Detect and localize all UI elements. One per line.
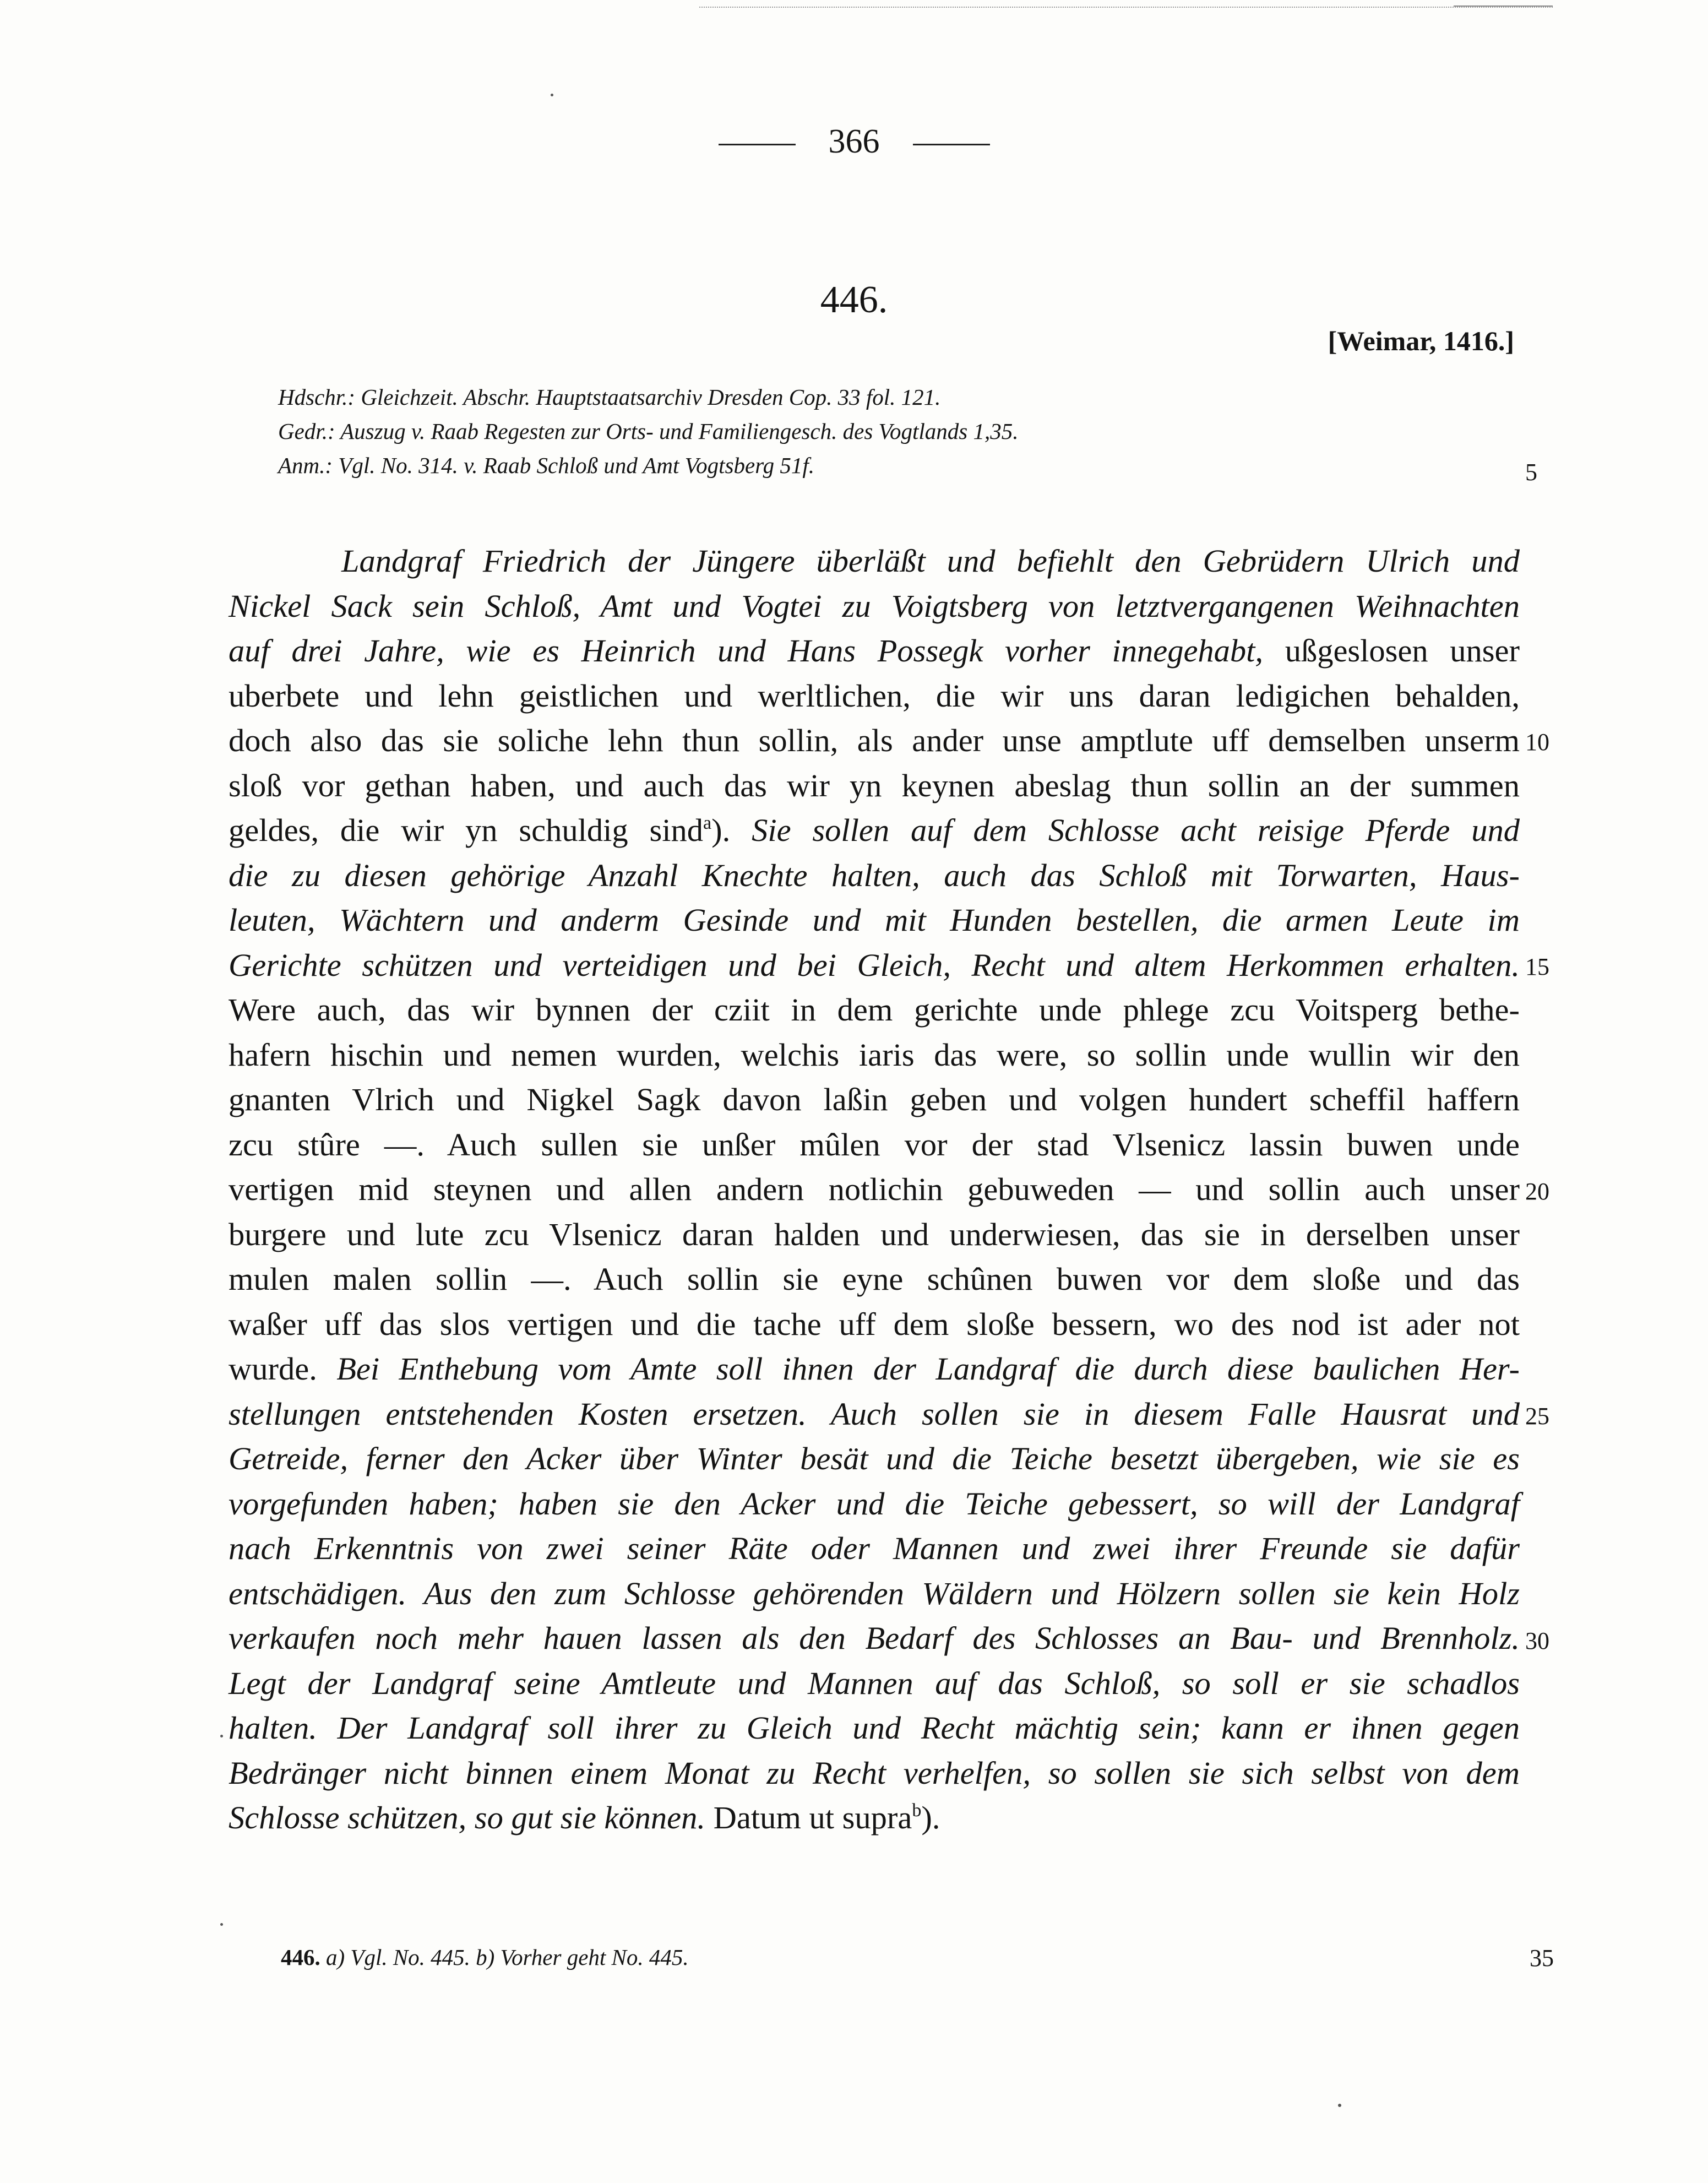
line-number-15: 15 — [1525, 953, 1549, 980]
footnote-text: a) Vgl. No. 445. b) Vorher geht No. 445. — [320, 1945, 689, 1970]
scan-speck — [1338, 2104, 1341, 2107]
body-line: Gerichte schützen und verteidigen und bei Gleich, Recht und altem Herkommen erhalten. — [229, 947, 1520, 983]
page-header — [0, 122, 1708, 161]
body-line: Bedränger nicht binnen einem Monat zu Recht verhelfen, so sollen sie sich selbst von dem — [229, 1755, 1520, 1791]
body-roman-span: ußgeslosen unser — [1263, 633, 1520, 669]
body-line: stellungen entstehenden Kosten ersetzen. Auch sollen sie in diesem Falle Hausrat und — [229, 1395, 1520, 1432]
scan-speck — [220, 1735, 223, 1737]
line-number-35: 35 — [1530, 1945, 1554, 1972]
document-body — [229, 539, 1520, 1840]
body-roman-span: ). — [711, 812, 752, 848]
body-roman-span: wurde. — [229, 1351, 337, 1387]
line-number-5: 5 — [1525, 459, 1537, 486]
line-number-25: 25 — [1525, 1403, 1549, 1430]
body-line: waßer uff das slos vertigen und die tache uff dem sloße bessern, wo des nod ist ader not — [229, 1306, 1520, 1342]
body-line: verkaufen noch mehr hauen lassen als den Bedarf des Schlosses an Bau- und Brennholz. — [229, 1620, 1520, 1656]
scan-speck — [551, 94, 553, 96]
body-line: Getreide, ferner den Acker über Winter besät und die Teiche besetzt übergeben, wie sie es — [229, 1441, 1520, 1476]
body-italic-span: Sie sollen auf dem Schlosse acht reisige Pferde und — [752, 812, 1520, 848]
header-dash-right — [913, 144, 990, 145]
body-line: halten. Der Landgraf soll ihrer zu Gleich und Recht mächtig sein; kann er ihnen gegen — [229, 1710, 1520, 1746]
line-number-10: 10 — [1525, 729, 1549, 756]
scan-edge-rule-right — [1454, 6, 1553, 7]
body-line: gnanten Vlrich und Nigkel Sagk davon laßin geben und volgen hundert scheffil haffern — [229, 1082, 1520, 1117]
body-line: vertigen mid steynen und allen andern notlichin gebuweden — und sollin auch unser — [229, 1171, 1520, 1207]
body-roman-span: ). — [921, 1800, 940, 1836]
body-line: Landgraf Friedrich der Jüngere überläßt und befiehlt den Gebrüdern Ulrich und — [341, 543, 1520, 579]
body-line: nach Erkenntnis von zwei seiner Räte oder Mannen und zwei ihrer Freunde sie dafür — [229, 1530, 1520, 1566]
line-number-20: 20 — [1525, 1178, 1549, 1205]
source-notes — [278, 380, 1544, 482]
body-line — [229, 628, 1520, 674]
footnote-marker-b: b — [912, 1800, 922, 1821]
body-line: vorgefunden haben; haben sie den Acker und die Teiche gebessert, so will der Landgraf — [229, 1485, 1520, 1522]
body-line: burgere und lute zcu Vlsenicz daran halden und underwiesen, das sie in derselben unser — [229, 1216, 1520, 1252]
body-line — [229, 1346, 1520, 1392]
body-roman-span: geldes, die wir yn schuldig sind — [229, 812, 704, 848]
body-italic-span: auf drei Jahre, wie es Heinrich und Hans Possegk vorher innegehabt, — [229, 633, 1264, 669]
body-line: entschädigen. Aus den zum Schlosse gehörenden Wäldern und Hölzern sollen sie kein Holz — [229, 1575, 1520, 1611]
place-date: [Weimar, 1416.] — [1328, 325, 1514, 356]
source-line-printed: Gedr.: Auszug v. Raab Regesten zur Orts- und Familiengesch. des Vogtlands 1,35. — [278, 419, 1019, 444]
body-line: Legt der Landgraf seine Amtleute und Mannen auf das Schloß, so soll er sie schadlos — [229, 1665, 1520, 1701]
scan-speck — [220, 1923, 223, 1926]
document-number: 446. — [820, 279, 888, 321]
scan-edge-rule — [699, 7, 1553, 8]
body-line: leuten, Wächtern und anderm Gesinde und mit Hunden bestellen, die armen Leute im — [229, 902, 1520, 938]
body-line — [229, 808, 1520, 853]
page-number: 366 — [828, 123, 880, 160]
body-italic-span: Bei Enthebung vom Amte soll ihnen der Landgraf die durch diese baulichen Her- — [336, 1351, 1520, 1387]
body-line: zcu stûre —. Auch sullen sie unßer mûlen vor der stad Vlsenicz lassin buwen unde — [229, 1126, 1520, 1163]
source-line-manuscript: Hdschr.: Gleichzeit. Abschr. Hauptstaatsarchiv Dresden Cop. 33 fol. 121. — [278, 384, 941, 410]
body-italic-span: Schlosse schützen, so gut sie können. — [229, 1800, 705, 1836]
footnote — [281, 1944, 689, 1970]
body-line: hafern hischin und nemen wurden, welchis iaris das were, so sollin unde wullin wir den — [229, 1036, 1520, 1073]
body-line: Nickel Sack sein Schloß, Amt und Vogtei zu Voigtsberg von letztvergangenen Weihnachten — [229, 588, 1520, 624]
body-line: doch also das sie soliche lehn thun sollin, als ander unse amptlute uff demselben unserm — [229, 723, 1520, 758]
body-roman-span: Datum ut supra — [705, 1800, 912, 1836]
body-line: die zu diesen gehörige Anzahl Knechte halten, auch das Schloß mit Torwarten, Haus- — [229, 857, 1520, 893]
source-line-note: Anm.: Vgl. No. 314. v. Raab Schloß und Amt Vogtsberg 51f. — [278, 453, 815, 478]
body-line: mulen malen sollin —. Auch sollin sie eyne schûnen buwen vor dem sloße und das — [229, 1261, 1520, 1297]
body-line: sloß vor gethan haben, und auch das wir yn keynen abeslag thun sollin an der summen — [229, 767, 1520, 803]
footnote-label: 446. — [281, 1945, 320, 1970]
header-dash-left — [719, 144, 796, 145]
line-number-30: 30 — [1525, 1627, 1549, 1654]
body-line — [229, 1795, 1520, 1840]
body-line: Were auch, das wir bynnen der cziit in dem gerichte unde phlege zcu Voitsperg bethe- — [229, 992, 1520, 1028]
body-line: uberbete und lehn geistlichen und werltlichen, die wir uns daran ledigichen behalden, — [229, 677, 1520, 714]
footnote-marker-a: a — [703, 813, 712, 833]
